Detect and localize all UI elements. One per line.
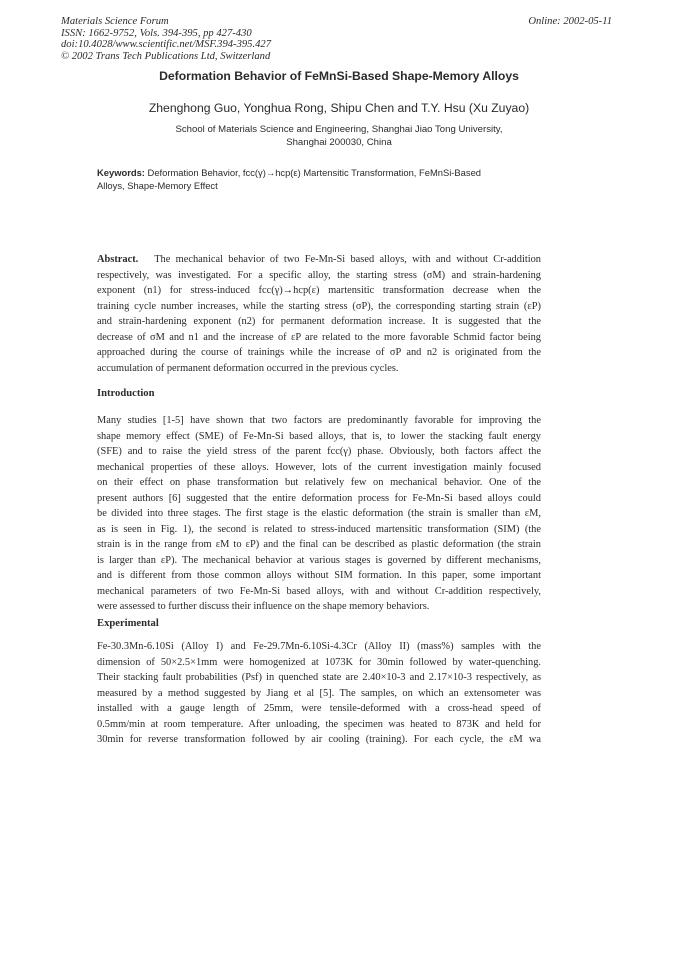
experimental-line: 0.5mm/min at room temperature. After unloading, the specimen was heated to 873K and held for — [97, 718, 541, 730]
publication-meta — [61, 16, 271, 62]
introduction-line: and is different from those common alloys without SIM formation. In this paper, some important — [97, 570, 541, 581]
keywords-label: Keywords: — [97, 167, 145, 178]
experimental-line: Their stacking fault probabilities (Psf) in quenched state are 2.40×10-3 and 2.17×10-3 respectively, as — [97, 672, 541, 683]
introduction-line: mechanical parameters of two Fe-Mn-Si based alloys, with and without Cr-addition respectively, — [97, 585, 541, 597]
abstract-line: exponent (n1) for stress-induced fcc(γ)→hcp(ε) martensitic transformation decrease when the — [97, 285, 541, 296]
abstract-line — [97, 252, 541, 268]
abstract-line: decrease of σM and n1 and the increase of εP are related to the more favorable Schmid factor being — [97, 331, 541, 343]
affiliation-line-1: School of Materials Science and Engineering, Shanghai Jiao Tong University, — [175, 124, 503, 135]
introduction-heading: Introduction — [97, 388, 155, 399]
keywords-line-1 — [97, 167, 547, 180]
introduction-paragraph — [97, 413, 541, 615]
journal-name: Materials Science Forum — [61, 16, 169, 27]
online-date: Online: 2002-05-11 — [528, 16, 612, 27]
experimental-line: 30min for reverse transformation followed by air cooling (training). For each cycle, the εM wa — [97, 734, 541, 745]
introduction-line: were assessed to further discuss their influence on the shape memory behaviors. — [97, 601, 430, 612]
abstract-line: and strain-hardening exponent (n2) for permanent deformation increase. It is suggested that the — [97, 316, 541, 327]
paper-title: Deformation Behavior of FeMnSi-Based Shape-Memory Alloys — [159, 69, 519, 83]
experimental-line: measured by a method suggested by Jiang et al [5]. The samples, on which an extensometer was — [97, 687, 541, 699]
experimental-paragraph — [97, 639, 541, 748]
keywords-line-2: Alloys, Shape-Memory Effect — [97, 179, 218, 191]
introduction-line: is larger than εP). The mechanical behavior at various stages is governed by different mechanisms, — [97, 554, 541, 566]
abstract-label: Abstract. — [97, 254, 139, 265]
keywords-text-1: Deformation Behavior, fcc(γ)→hcp(ε) Martensitic Transformation, FeMnSi-Based — [147, 167, 482, 178]
copyright-line: © 2002 Trans Tech Publications Ltd, Switzerland — [61, 50, 271, 62]
introduction-line: as is seen in Fig. 1), the second is related to stress-induced martensitic transformation (SIM) (the — [97, 523, 541, 535]
introduction-line: on their effect on phase transformation but relatively few on mechanical behavior. One of the — [97, 477, 541, 488]
introduction-line: shape memory effect (SME) of Fe-Mn-Si based alloys, that is, to lower the stacking fault energy — [97, 430, 541, 442]
experimental-line: Fe-30.3Mn-6.10Si (Alloy I) and Fe-29.7Mn-6.10Si-4.3Cr (Alloy II) (mass%) samples with the — [97, 641, 541, 652]
experimental-line: installed with a gauge length of 25mm, were tensile-deformed with a cross-head speed of — [97, 703, 541, 714]
experimental-line: dimension of 50×2.5×1mm were homogenized at 1073K for 30min followed by water-quenching. — [97, 656, 541, 668]
keywords — [97, 167, 547, 192]
doi-line: doi:10.4028/www.scientific.net/MSF.394-395.427 — [61, 39, 271, 51]
issn-line: ISSN: 1662-9752, Vols. 394-395, pp 427-430 — [61, 27, 252, 39]
affiliation-line-2: Shanghai 200030, China — [286, 136, 392, 148]
abstract-line: respectively, was investigated. For a specific alloy, the starting stress (σM) and strain-hardening — [97, 269, 541, 281]
author-list: Zhenghong Guo, Yonghua Rong, Shipu Chen and T.Y. Hsu (Xu Zuyao) — [148, 101, 530, 115]
introduction-line: Many studies [1-5] have shown that two factors are predominantly favorable for improving the — [97, 415, 541, 426]
introduction-line: strain is in the range from εM to εP) and the final can be described as plastic deformation (the strain — [97, 539, 541, 550]
abstract-line: training cycle number increases, while the starting stress (σP), the corresponding starting strain (εP) — [97, 300, 541, 312]
abstract-line: approached during the course of trainings while the increase of σP and n2 is originated from the — [97, 347, 541, 358]
abstract-paragraph — [97, 252, 541, 376]
introduction-line: be divided into three stages. The first stage is the elastic deformation (the strain is smaller than εM, — [97, 508, 541, 519]
abstract-line: accumulation of permanent deformation occurred in the previous cycles. — [97, 362, 399, 374]
introduction-line: mechanical properties of these alloys. However, lots of the current investigation mainly focused — [97, 461, 541, 473]
abstract-line-text: The mechanical behavior of two Fe-Mn-Si based alloys, with and without Cr-addition — [154, 254, 541, 265]
affiliation — [0, 124, 678, 149]
experimental-heading: Experimental — [97, 618, 159, 629]
introduction-line: present authors [6] suggested that the entire deformation process for Fe-Mn-Si based alloys could — [97, 492, 541, 504]
introduction-line: (SFE) and to raise the yield stress of the parent fcc(γ) phase. Obviously, both factors affect the — [97, 446, 541, 457]
